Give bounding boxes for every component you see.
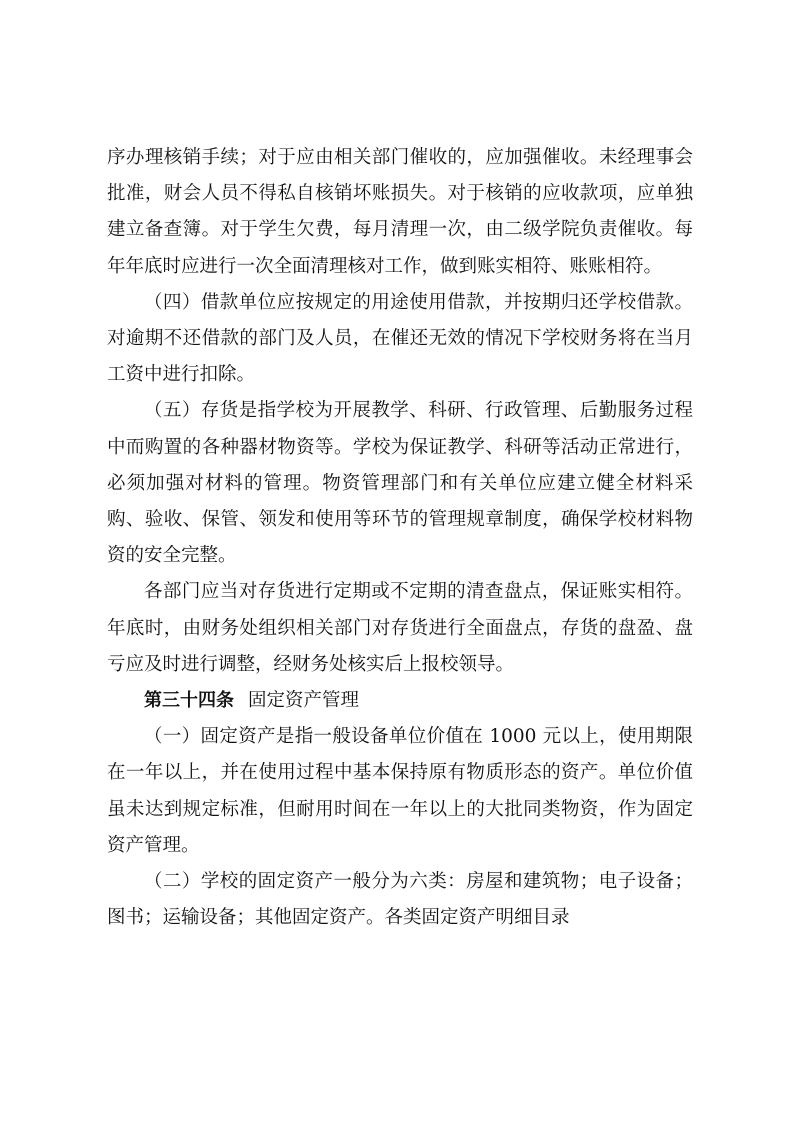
paragraph-fixed-asset-definition: （一）固定资产是指一般设备单位价值在 1000 元以上，使用期限在一年以上，并在使用过程中基本保持原有物质形态的资产。单位价值虽未达到规定标准，但耐用时间在一年以上的大批同类物资，作为固定资产管理。: [107, 726, 693, 856]
article-title: 固定资产管理: [248, 690, 360, 712]
article-heading: [107, 683, 693, 719]
paragraph-inventory: （五）存货是指学校为开展教学、科研、行政管理、后勤服务过程中而购置的各种器材物资等。学校为保证教学、科研等活动正常进行，必须加强对材料的管理。物资管理部门和有关单位应建立健全材料采购、验收、保管、领发和使用等环节的管理规章制度，确保学校材料物资的安全完整。: [107, 400, 693, 567]
paragraph-borrowing: （四）借款单位应按规定的用途使用借款，并按期归还学校借款。对逾期不还借款的部门及人员，在催还无效的情况下学校财务将在当月工资中进行扣除。: [107, 291, 693, 386]
paragraph-fixed-asset-categories: （二）学校的固定资产一般分为六类：房屋和建筑物；电子设备；图书；运输设备；其他固定资产。各类固定资产明细目录: [107, 871, 693, 929]
paragraph-inventory-check: 各部门应当对存货进行定期或不定期的清查盘点，保证账实相符。年底时，由财务处组织相关部门对存货进行全面盘点，存货的盘盈、盘亏应及时进行调整，经财务处核实后上报校领导。: [107, 581, 693, 675]
article-number: 第三十四条: [144, 690, 234, 712]
document-body: [107, 140, 693, 936]
paragraph-writeoff: 序办理核销手续；对于应由相关部门催收的，应加强催收。未经理事会批准，财会人员不得私自核销坏账损失。对于核销的应收款项，应单独建立备查簿。对于学生欠费，每月清理一次，由二级学院负责催收。每年年底时应进行一次全面清理核对工作，做到账实相符、账账相符。: [107, 147, 693, 277]
